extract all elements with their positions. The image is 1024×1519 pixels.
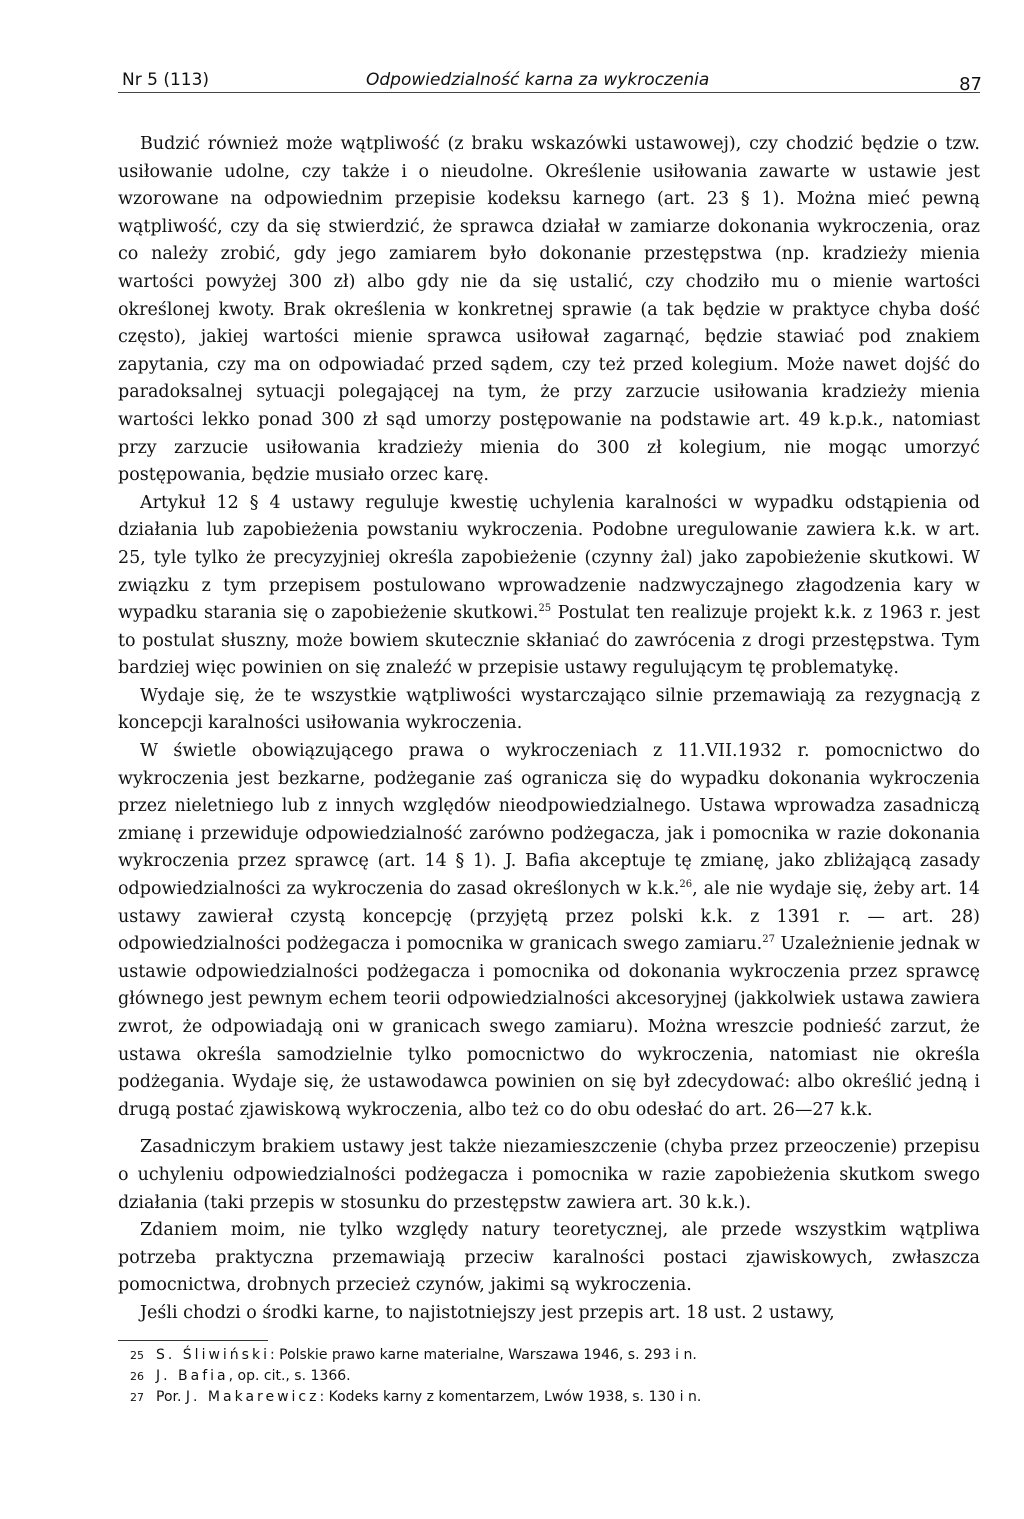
paragraph: Budzić również może wątpliwość (z braku wskazówki ustawowej), czy chodzić będzie o tzw. usiłowanie udolne, czy także i o nieudolne. Określenie usiłowania zawarte w ustawie jest wzorowane na odpowiednim przepisie kodeksu karnego (art. 23 § 1). Można mieć pewną wątpliwość, czy da się stwierdzić, że sprawca działał w zamiarze dokonania wykroczenia, oraz co należy zrobić, gdy jego zamiarem było dokonanie przestępstwa (np. kradzieży mienia wartości powyżej 300 zł) albo gdy nie da się ustalić, czy chodziło mu o mienie wartości określonej kwoty. Brak określenia w konkretnej sprawie (a tak będzie w praktyce chyba dość często), jakiej wartości mienie sprawca usiłował zagarnąć, będzie stawiać pod znakiem zapytania, czy ma on odpowiadać przed sądem, czy też przed kolegium. Może nawet dojść do paradoksalnej sytuacji polegającej na tym, że przy zarzucie usiłowania kradzieży mienia wartości lekko ponad 300 zł sąd umorzy postępowanie na podstawie art. 49 k.p.k., natomiast przy zarzucie usiłowania kradzieży mienia do 300 zł kolegium, nie mogąc umorzyć postępowania, będzie musiało orzec karę. (118, 134, 980, 486)
footnotes (118, 1345, 980, 1408)
paragraph: Zasadniczym brakiem ustawy jest także niezamieszczenie (chyba przez przeoczenie) przepisu o uchyleniu odpowiedzialności podżegacza i pomocnika w razie zapobieżenia skutkom swego działania (taki przepis w stosunku do przestępstw zawiera art. 30 k.k.). (118, 1137, 980, 1213)
footnote-divider (118, 1340, 268, 1341)
running-header (118, 66, 980, 93)
page-number: 87 (959, 74, 982, 95)
footnote-ref[interactable]: 25 (538, 603, 552, 615)
footnote: 26 J. Bafia, op. cit., s. 1366. (130, 1367, 351, 1384)
footnote: 25 S. Śliwiński: Polskie prawo karne materialne, Warszawa 1946, s. 293 i n. (130, 1346, 697, 1363)
paragraph: W świetle obowiązującego prawa o wykroczeniach z 11.VII.1932 r. pomocnictwo do wykroczenia jest bezkarne, podżeganie zaś ogranicza się do wypadku dokonania wykroczenia przez nieletniego lub z innych względów nieodpowiedzialnego. Ustawa wprowadza zasadniczą zmianę i przewiduje odpowiedzialność zarówno podżegacza, jak i pomocnika w razie dokonania wykroczenia przez sprawcę (art. 14 § 1). J. Bafia akceptuje tę zmianę, jako zbliżającą zasady odpowiedzialności za wykroczenia do zasad określonych w k.k.$^{26}$, ale nie wydaje się, żeby art. 14 ustawy zawierał czystą koncepcję (przyjętą przez polski k.k. z 1391 r. — art. 28) odpowiedzialności podżegacza i pomocnika w granicach swego zamiaru.$^{27}$ Uzależnienie jednak w ustawie odpowiedzialności podżegacza i pomocnika od dokonania wykroczenia przez sprawcę głównego jest pewnym echem teorii odpowiedzialności akcesoryjnej (jakkolwiek ustawa zawiera zwrot, że odpowiadają oni w granicach swego zamiaru). Można wreszcie podnieść zarzut, że ustawa określa samodzielnie tylko pomocnictwo do wykroczenia, natomiast nie określa podżegania. Wydaje się, że ustawodawca powinien on się był zdecydować: albo określić jedną i drugą postać zjawiskową wykroczenia, albo też co do obu odesłać do art. 26—27 k.k. (118, 741, 980, 1120)
paragraph: Wydaje się, że te wszystkie wątpliwości wystarczająco silnie przemawiają za rezygnacją z koncepcji karalności usiłowania wykroczenia. (118, 685, 980, 734)
page (118, 66, 980, 1408)
running-title: Odpowiedzialność karna za wykroczenia (366, 70, 710, 90)
footnote-ref[interactable]: 26 (679, 879, 693, 891)
issue-number: Nr 5 (113) (122, 70, 210, 90)
paragraph: Jeśli chodzi o środki karne, to najistotniejszy jest przepis art. 18 ust. 2 ustawy, (140, 1302, 835, 1323)
footnote: 27 Por. J. Makarewicz: Kodeks karny z komentarzem, Lwów 1938, s. 130 i n. (130, 1388, 702, 1405)
paragraph: Zdaniem moim, nie tylko względy natury teoretycznej, ale przede wszystkim wątpliwa potrzeba praktyczna przemawiają przeciw karalności postaci zjawiskowych, zwłaszcza pomocnictwa, drobnych przecież czynów, jakimi są wykroczenia. (118, 1220, 980, 1296)
paragraph: Artykuł 12 § 4 ustawy reguluje kwestię uchylenia karalności w wypadku odstąpienia od działania lub zapobieżenia powstaniu wykroczenia. Podobne uregulowanie zawiera k.k. w art. 25, tyle tylko że precyzyjniej określa zapobieżenie (czynny żal) jako zapobieżenie skutkowi. W związku z tym przepisem postulowano wprowadzenie nadzwyczajnego złagodzenia kary w wypadku starania się o zapobieżenie skutkowi.$^{25}$ Postulat ten realizuje projekt k.k. z 1963 r. jest to postulat słuszny, może bowiem skutecznie skłaniać do zawrócenia z drogi przestępstwa. Tym bardziej więc powinien on się znaleźć w przepisie ustawy regulującym tę problematykę. (118, 492, 980, 679)
footnote-ref[interactable]: 27 (762, 934, 775, 946)
article-body (118, 131, 980, 1328)
